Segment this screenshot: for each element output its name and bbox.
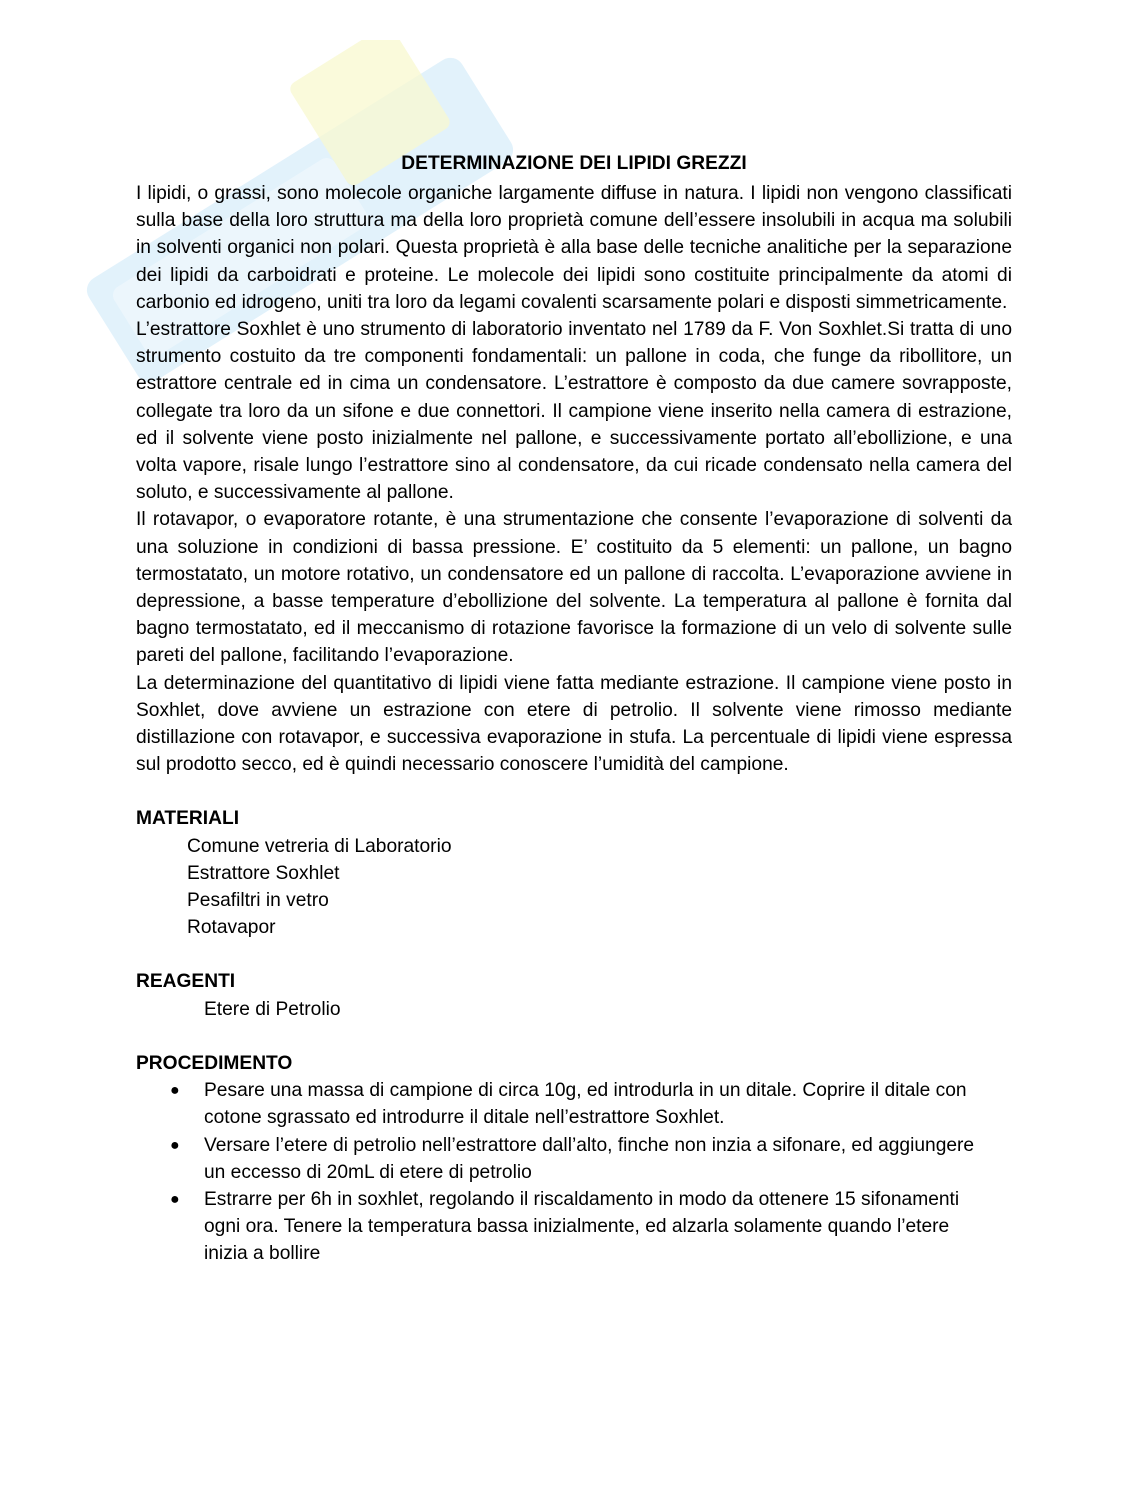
determination-paragraph: La determinazione del quantitativo di lipidi viene fatta mediante estrazione. Il campione viene posto in Soxhlet, dove avviene un estrazione con etere di petrolio. Il solvente viene rimosso mediante distillazione con rotavapor, e successiva evaporazione in stufa. La percentuale di lipidi viene espressa sul prodotto secco, ed è quindi necessario conoscere l’umidità del campione. [136, 672, 1012, 776]
bullet-icon: ● [170, 1136, 180, 1154]
soxhlet-paragraph: L’estrattore Soxhlet è uno strumento di laboratorio inventato nel 1789 da F. Von Soxhlet.Si tratta di uno strumento costuito da tre componenti fondamentali: un pallone in coda, che funge da ribollitore, un estrattore centrale ed in cima un condensatore. L’estrattore è composto da due camere sovrapposte, collegate tra loro da un sifone e due connettori. Il campione viene inserito nella camera di estrazione, ed il solvente viene posto inizialmente nel pallone, e successivamente portato all’ebollizione, e una volta vapore, risale lungo l’estrattore sino al condensatore, da cui ricade condensato nella camera del soluto, e successivamente al pallone. [136, 319, 1012, 504]
procedure-step [170, 1186, 1012, 1268]
reagents-item: Etere di Petrolio [204, 998, 341, 1020]
bullet-icon: ● [170, 1190, 180, 1208]
procedure-step [170, 1132, 1012, 1186]
materials-item: Comune vetreria di Laboratorio [187, 835, 452, 857]
procedure-step-text: Versare l’etere di petrolio nell’estrattore dall’alto, finche non inzia a sifonare, ed aggiungere un eccesso di 20mL di etere di petrolio [204, 1134, 975, 1183]
materials-item: Rotavapor [187, 917, 276, 939]
procedure-step-text: Estrarre per 6h in soxhlet, regolando il riscaldamento in modo da ottenere 15 sifonamenti ogni ora. Tenere la temperatura bassa inizialmente, ed alzarla solamente quando l’etere inizia a bollire [204, 1188, 960, 1265]
procedure-heading: PROCEDIMENTO [136, 1052, 293, 1074]
materials-list [136, 833, 1012, 942]
bullet-icon: ● [170, 1082, 180, 1100]
procedure-step [170, 1077, 1012, 1131]
intro-paragraph: I lipidi, o grassi, sono molecole organiche largamente diffuse in natura. I lipidi non vengono classificati sulla base della loro struttura ma della loro proprietà comune dell’essere insolubili in acqua ma solubili in solventi organici non polari. Questa proprietà è alla base delle tecniche analitiche per la separazione dei lipidi da carboidrati e proteine. Le molecole dei lipidi sono costituite principalmente da atomi di carbonio ed idrogeno, uniti tra loro da legami covalenti scarsamente polari e disposti simmetricamente. [136, 183, 1012, 313]
document-title: DETERMINAZIONE DEI LIPIDI GREZZI [401, 153, 747, 174]
rotavapor-paragraph: Il rotavapor, o evaporatore rotante, è una strumentazione che consente l’evaporazione di solventi da una soluzione in condizioni di bassa pressione. E’ costituito da 5 elementi: un pallone, un bagno termostatato, un motore rotativo, un condensatore ed un pallone di raccolta. L’evaporazione avviene in depressione, a basse temperature d’ebollizione del solvente. La temperatura al pallone è fornita dal bagno termostatato, ed il meccanismo di rotazione favorisce la formazione di un velo di solvente sulle pareti del pallone, facilitando l’evaporazione. [136, 509, 1012, 667]
materials-heading: MATERIALI [136, 808, 240, 830]
materials-item: Estrattore Soxhlet [187, 862, 340, 884]
procedure-list [136, 1077, 1012, 1267]
document-page [136, 150, 1012, 1268]
materials-item: Pesafiltri in vetro [187, 890, 329, 912]
reagents-heading: REAGENTI [136, 971, 236, 993]
procedure-step-text: Pesare una massa di campione di circa 10g, ed introdurla in un ditale. Coprire il ditale con cotone sgrassato ed introdurre il ditale nell’estrattore Soxhlet. [204, 1080, 967, 1129]
reagents-list [136, 996, 1012, 1023]
